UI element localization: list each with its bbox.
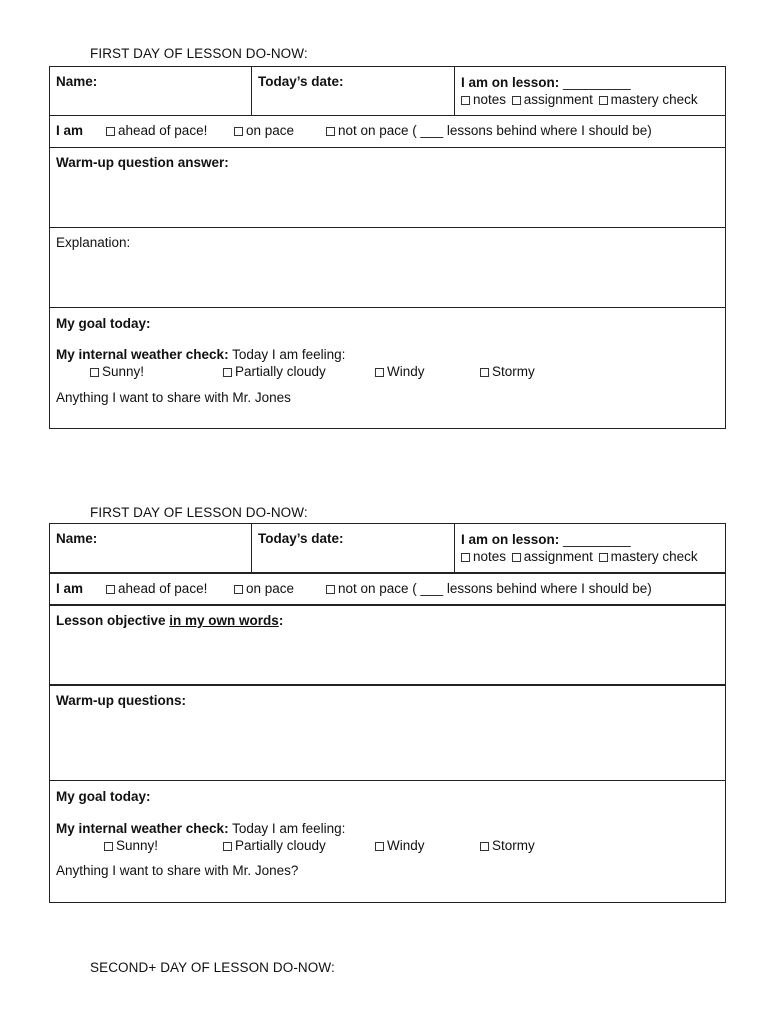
objective-label-b: in my own words — [169, 613, 279, 628]
form1-header-row — [50, 67, 725, 115]
checkbox-icon — [480, 368, 489, 377]
form2-objective[interactable] — [50, 604, 725, 684]
weather-text: Today I am feeling: — [228, 347, 346, 362]
pace-not-on[interactable] — [326, 123, 652, 138]
pace-not-on-label: not on pace ( ___ lessons behind where I should be) — [338, 123, 652, 138]
checkbox-icon — [223, 842, 232, 851]
form2 — [49, 523, 726, 903]
weather-text: Today I am feeling: — [228, 821, 346, 836]
weather-stormy[interactable] — [480, 837, 535, 854]
form1-heading: FIRST DAY OF LESSON DO-NOW: — [90, 46, 308, 61]
lesson-blank: _________ — [559, 75, 631, 90]
weather-stormy[interactable] — [480, 363, 535, 380]
checkbox-icon — [106, 127, 115, 136]
weather-partially-cloudy-label: Partially cloudy — [235, 838, 326, 853]
warmup-questions-label: Warm-up questions: — [56, 693, 186, 708]
share-text: Anything I want to share with Mr. Jones? — [56, 863, 299, 878]
form1-date-cell[interactable] — [251, 67, 454, 115]
checkbox-icon — [234, 585, 243, 594]
form1-warmup-answer[interactable] — [50, 147, 725, 227]
checkbox-icon — [375, 842, 384, 851]
form2-pace-row — [50, 572, 725, 604]
weather-options — [56, 363, 719, 381]
weather-sunny[interactable] — [104, 837, 158, 854]
weather-partially-cloudy[interactable] — [223, 837, 326, 854]
checkbox-icon — [104, 842, 113, 851]
form1-explanation[interactable] — [50, 227, 725, 307]
option-notes: notes — [473, 92, 507, 107]
form2-name-cell[interactable] — [50, 524, 251, 572]
explanation-label: Explanation: — [56, 235, 131, 250]
weather-label: My internal weather check: — [56, 821, 229, 836]
objective-label-c: : — [278, 613, 284, 628]
pace-on-label: on pace — [246, 581, 295, 596]
checkbox-icon — [90, 368, 99, 377]
date-label: Today’s date: — [258, 74, 344, 89]
pace-ahead-label: ahead of pace! — [118, 123, 208, 138]
goal-label: My goal today: — [56, 316, 151, 331]
form1-name-cell[interactable] — [50, 67, 251, 115]
lesson-blank: _________ — [559, 532, 631, 547]
name-label: Name: — [56, 531, 98, 546]
form2-goal-section — [50, 780, 725, 902]
weather-sunny-label: Sunny! — [116, 838, 159, 853]
lesson-label: I am on lesson: — [461, 532, 560, 547]
weather-sunny[interactable] — [90, 363, 144, 380]
checkbox-icon — [375, 368, 384, 377]
option-assignment: assignment — [523, 549, 593, 564]
form1-lesson-cell[interactable] — [454, 67, 725, 115]
checkbox-icon — [326, 127, 335, 136]
checkbox-icon — [326, 585, 335, 594]
pace-on[interactable] — [234, 581, 294, 596]
iam-label: I am — [56, 581, 84, 596]
objective-label — [56, 613, 283, 628]
weather-partially-cloudy-label: Partially cloudy — [235, 364, 326, 379]
checkbox-notes[interactable] — [461, 553, 470, 562]
checkbox-notes[interactable] — [461, 96, 470, 105]
checkbox-icon — [480, 842, 489, 851]
lesson-label: I am on lesson: — [461, 75, 560, 90]
pace-ahead[interactable] — [106, 581, 207, 596]
weather-windy[interactable] — [375, 837, 425, 854]
checkbox-icon — [234, 127, 243, 136]
option-notes: notes — [473, 549, 507, 564]
weather-stormy-label: Stormy — [492, 364, 535, 379]
checkbox-assignment[interactable] — [512, 553, 521, 562]
iam-label: I am — [56, 123, 84, 138]
option-assignment: assignment — [523, 92, 593, 107]
weather-partially-cloudy[interactable] — [223, 363, 326, 380]
warmup-answer-label: Warm-up question answer: — [56, 155, 229, 170]
weather-windy[interactable] — [375, 363, 425, 380]
share-text: Anything I want to share with Mr. Jones — [56, 390, 291, 405]
checkbox-icon — [223, 368, 232, 377]
checkbox-mastery-check[interactable] — [599, 553, 608, 562]
form2-heading: FIRST DAY OF LESSON DO-NOW: — [90, 505, 308, 520]
pace-ahead[interactable] — [106, 123, 207, 138]
option-mastery-check: mastery check — [610, 549, 698, 564]
form2-date-cell[interactable] — [251, 524, 454, 572]
checkbox-mastery-check[interactable] — [599, 96, 608, 105]
weather-sunny-label: Sunny! — [102, 364, 145, 379]
option-mastery-check: mastery check — [610, 92, 698, 107]
date-label: Today’s date: — [258, 531, 344, 546]
checkbox-assignment[interactable] — [512, 96, 521, 105]
form3-heading: SECOND+ DAY OF LESSON DO-NOW: — [90, 960, 335, 975]
form2-warmup-questions[interactable] — [50, 684, 725, 780]
pace-on-label: on pace — [246, 123, 295, 138]
pace-not-on-label: not on pace ( ___ lessons behind where I should be) — [338, 581, 652, 596]
form1-pace-row — [50, 115, 725, 147]
form1 — [49, 66, 726, 429]
weather-options — [56, 837, 719, 855]
pace-not-on[interactable] — [326, 581, 652, 596]
weather-label: My internal weather check: — [56, 347, 229, 362]
weather-windy-label: Windy — [387, 838, 425, 853]
name-label: Name: — [56, 74, 98, 89]
goal-label: My goal today: — [56, 789, 151, 804]
weather-stormy-label: Stormy — [492, 838, 535, 853]
objective-label-a: Lesson objective — [56, 613, 170, 628]
form2-header-row — [50, 524, 725, 572]
pace-on[interactable] — [234, 123, 294, 138]
checkbox-icon — [106, 585, 115, 594]
form1-goal-section — [50, 307, 725, 428]
pace-ahead-label: ahead of pace! — [118, 581, 208, 596]
form2-lesson-cell[interactable] — [454, 524, 725, 572]
weather-windy-label: Windy — [387, 364, 425, 379]
